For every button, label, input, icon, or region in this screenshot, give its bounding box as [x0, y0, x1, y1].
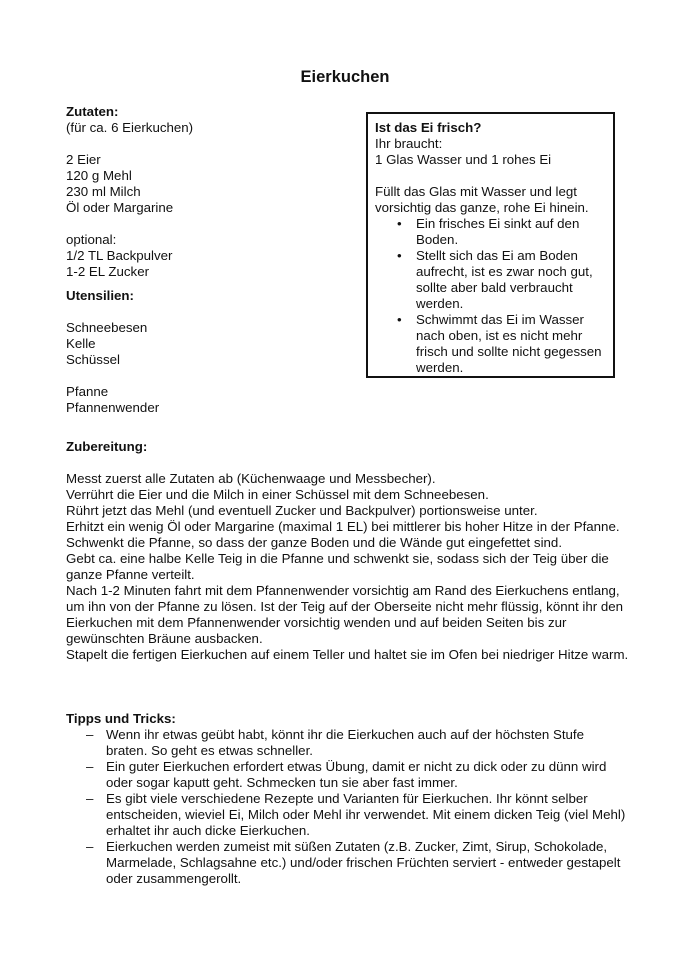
list-item: – Ein guter Eierkuchen erfordert etwas Übung, damit er nicht zu dick oder zu dünn wird oder sogar kaputt geht. Schmecken tun sie aber fast immer. [86, 759, 607, 790]
ingredients-section [66, 104, 356, 416]
preparation-step: Nach 1-2 Minuten fahrt mit dem Pfannenwender vorsichtig am Rand des Eierkuchens entlang, um ihn von der Pfanne zu lösen. Ist der Teig auf der Oberseite nicht mehr flüssig, könnt ihr den Eierkuchen mit dem Pfannenwender vorsichtig wenden und auf beiden Seiten bis zur gewünschten Bräune ausbacken. [66, 583, 624, 646]
egg-box-need-label: Ihr braucht: [375, 136, 443, 151]
list-item: • Ein frisches Ei sinkt auf den Boden. [397, 216, 580, 247]
utensil-item: Schüssel [66, 352, 120, 367]
tips-section [66, 711, 626, 887]
bullet-icon: • [397, 312, 402, 327]
bullet-icon: • [397, 216, 402, 231]
preparation-step: Erhitzt ein wenig Öl oder Margarine (maximal 1 EL) bei mittlerer bis hoher Hitze in der Pfanne. Schwenkt die Pfanne, so dass der ganze Boden und die Wände gut eingefettet sind. [66, 519, 620, 550]
list-item: • Schwimmt das Ei im Wasser nach oben, ist es nicht mehr frisch und sollte nicht gegessen werden. [397, 312, 602, 375]
preparation-step: Stapelt die fertigen Eierkuchen auf einem Teller und haltet sie im Ofen bei niedriger Hitze warm. [66, 647, 629, 662]
preparation-step: Verrührt die Eier und die Milch in einer Schüssel mit dem Schneebesen. [66, 487, 489, 502]
optional-label: optional: [66, 232, 117, 247]
preparation-step: Messt zuerst alle Zutaten ab (Küchenwaage und Messbecher). [66, 471, 436, 486]
bullet-icon: • [397, 248, 402, 263]
egg-box-intro: Füllt das Glas mit Wasser und legt vorsichtig das ganze, rohe Ei hinein. [375, 184, 589, 215]
utensil-item: Schneebesen [66, 320, 148, 335]
preparation-step: Rührt jetzt das Mehl (und eventuell Zucker und Backpulver) portionsweise unter. [66, 503, 538, 518]
ingredients-heading: Zutaten: [66, 104, 119, 119]
preparation-heading: Zubereitung: [66, 439, 148, 454]
ingredient-item: 230 ml Milch [66, 184, 141, 199]
utensil-item: Kelle [66, 336, 96, 351]
dash-icon: – [86, 791, 94, 806]
utensils-heading: Utensilien: [66, 288, 134, 303]
ingredient-item: 120 g Mehl [66, 168, 132, 183]
ingredient-item: Öl oder Margarine [66, 200, 174, 215]
optional-item: 1/2 TL Backpulver [66, 248, 173, 263]
utensil-item: Pfanne [66, 384, 109, 399]
dash-icon: – [86, 727, 94, 742]
tips-heading: Tipps und Tricks: [66, 711, 176, 726]
list-item: • Stellt sich das Ei am Boden aufrecht, ist es zwar noch gut, sollte aber bald verbraucht werden. [397, 248, 593, 311]
optional-item: 1-2 EL Zucker [66, 264, 150, 279]
preparation-step: Gebt ca. eine halbe Kelle Teig in die Pfanne und schwenkt sie, sodass sich der Teig über die ganze Pfanne verteilt. [66, 551, 609, 582]
dash-icon: – [86, 759, 94, 774]
egg-box-heading: Ist das Ei frisch? [375, 120, 482, 135]
page-title: Eierkuchen [300, 68, 390, 86]
dash-icon: – [86, 839, 94, 854]
list-item: – Es gibt viele verschiedene Rezepte und Varianten für Eierkuchen. Ihr könnt selber entscheiden, wieviel Ei, Milch oder Mehl ihr verwendet. Mit einem dicken Teig (viel Mehl) erhaltet ihr auch dicke Eierkuchen. [86, 791, 626, 838]
egg-box-need-items: 1 Glas Wasser und 1 rohes Ei [375, 152, 552, 167]
preparation-section [66, 439, 636, 663]
utensil-item: Pfannenwender [66, 400, 160, 415]
list-item: – Eierkuchen werden zumeist mit süßen Zutaten (z.B. Zucker, Zimt, Sirup, Schokolade, Marmelade, Schlagsahne etc.) und/oder frischen Früchten serviert - entweder gestapelt oder zusammengerollt. [86, 839, 621, 886]
egg-freshness-box [366, 112, 615, 378]
tips-list [66, 727, 626, 887]
list-item: – Wenn ihr etwas geübt habt, könnt ihr die Eierkuchen auch auf der höchsten Stufe braten. So geht es etwas schneller. [86, 727, 585, 758]
egg-box-bullets [375, 216, 605, 376]
serving-size: (für ca. 6 Eierkuchen) [66, 120, 194, 135]
ingredient-item: 2 Eier [66, 152, 101, 167]
